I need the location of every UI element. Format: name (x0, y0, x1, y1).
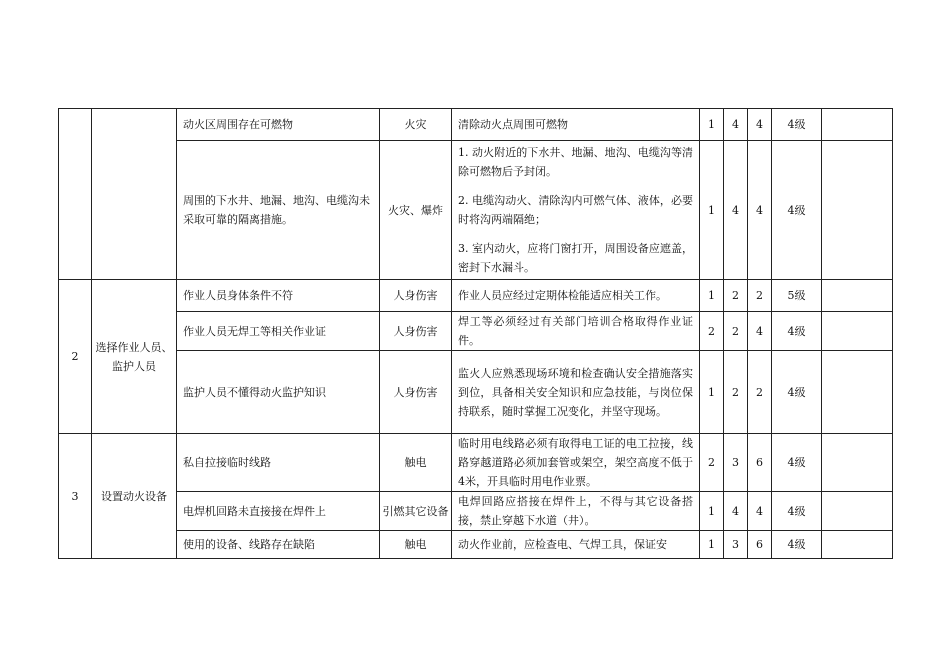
measures-cell (452, 531, 700, 559)
likelihood-cell: 1 (700, 531, 724, 559)
risk-value-cell: 4 (748, 312, 772, 351)
hazard-cell: 电焊机回路未直接接在焊件上 (177, 492, 380, 531)
risk-value-cell: 2 (748, 351, 772, 434)
severity-cell: 4 (724, 492, 748, 531)
consequence-cell: 引燃其它设备 (380, 492, 452, 531)
risk-level-cell: 4级 (772, 109, 822, 141)
consequence-cell: 触电 (380, 434, 452, 492)
risk-assessment-table (58, 108, 893, 559)
note-cell (822, 434, 893, 492)
measure-text: 1. 动火附近的下水井、地漏、地沟、电缆沟等清除可燃物后予封闭。 (458, 146, 693, 178)
table-row (59, 531, 893, 559)
hazard-cell: 使用的设备、线路存在缺陷 (177, 531, 380, 559)
severity-cell: 4 (724, 109, 748, 141)
severity-cell: 4 (724, 141, 748, 280)
table-row (59, 141, 893, 280)
likelihood-cell: 1 (700, 109, 724, 141)
group-number-cell (59, 109, 92, 280)
severity-cell: 2 (724, 351, 748, 434)
note-cell (822, 492, 893, 531)
likelihood-cell: 1 (700, 492, 724, 531)
group-name-cell: 选择作业人员、监护人员 (92, 280, 177, 434)
severity-cell: 3 (724, 434, 748, 492)
measures-cell (452, 351, 700, 434)
likelihood-cell: 2 (700, 434, 724, 492)
table-row (59, 312, 893, 351)
risk-level-cell: 4级 (772, 531, 822, 559)
measure-text: 动火作业前，应检查电、气焊工具，保证安 (458, 538, 667, 551)
table-row (59, 109, 893, 141)
risk-level-cell: 4级 (772, 351, 822, 434)
consequence-cell: 触电 (380, 531, 452, 559)
likelihood-cell: 1 (700, 141, 724, 280)
table-row (59, 492, 893, 531)
group-number-cell: 2 (59, 280, 92, 434)
note-cell (822, 280, 893, 312)
group-name-cell: 设置动火设备 (92, 434, 177, 559)
measures-cell (452, 492, 700, 531)
table-row (59, 351, 893, 434)
measures-cell (452, 109, 700, 141)
severity-cell: 3 (724, 531, 748, 559)
measure-text: 临时用电线路必须有取得电工证的电工拉接，线路穿越道路必须加套管或架空，架空高度不低于4米，开具临时用电作业票。 (458, 437, 693, 488)
measure-text: 2. 电缆沟动火、清除沟内可燃气体、液体，必要时将沟两端隔绝； (458, 194, 693, 226)
group-name-cell (92, 109, 177, 280)
table-row (59, 434, 893, 492)
note-cell (822, 351, 893, 434)
measures-cell (452, 312, 700, 351)
risk-value-cell: 4 (748, 141, 772, 280)
risk-value-cell: 4 (748, 492, 772, 531)
severity-cell: 2 (724, 280, 748, 312)
measure-text: 焊工等必须经过有关部门培训合格取得作业证件。 (458, 315, 693, 347)
table-body (59, 109, 893, 559)
risk-level-cell: 4级 (772, 492, 822, 531)
consequence-cell: 人身伤害 (380, 280, 452, 312)
likelihood-cell: 1 (700, 280, 724, 312)
consequence-cell: 火灾 (380, 109, 452, 141)
hazard-cell: 监护人员不懂得动火监护知识 (177, 351, 380, 434)
risk-value-cell: 2 (748, 280, 772, 312)
risk-level-cell: 4级 (772, 434, 822, 492)
note-cell (822, 531, 893, 559)
note-cell (822, 141, 893, 280)
note-cell (822, 312, 893, 351)
table-row (59, 280, 893, 312)
hazard-cell: 私自拉接临时线路 (177, 434, 380, 492)
measure-text: 作业人员应经过定期体检能适应相关工作。 (458, 289, 667, 302)
likelihood-cell: 2 (700, 312, 724, 351)
likelihood-cell: 1 (700, 351, 724, 434)
measures-cell (452, 434, 700, 492)
hazard-cell: 作业人员身体条件不符 (177, 280, 380, 312)
risk-value-cell: 6 (748, 434, 772, 492)
consequence-cell: 人身伤害 (380, 312, 452, 351)
risk-level-cell: 5级 (772, 280, 822, 312)
measures-cell (452, 280, 700, 312)
consequence-cell: 人身伤害 (380, 351, 452, 434)
hazard-cell: 周围的下水井、地漏、地沟、电缆沟未采取可靠的隔离措施。 (177, 141, 380, 280)
consequence-cell: 火灾、爆炸 (380, 141, 452, 280)
hazard-cell: 作业人员无焊工等相关作业证 (177, 312, 380, 351)
group-number-cell: 3 (59, 434, 92, 559)
measure-text: 监火人应熟悉现场环境和检查确认安全措施落实到位，具备相关安全知识和应急技能，与岗位保持联系，随时掌握工况变化，并坚守现场。 (458, 366, 693, 418)
hazard-cell: 动火区周围存在可燃物 (177, 109, 380, 141)
risk-level-cell: 4级 (772, 312, 822, 351)
severity-cell: 2 (724, 312, 748, 351)
note-cell (822, 109, 893, 141)
measures-cell (452, 141, 700, 280)
risk-value-cell: 4 (748, 109, 772, 141)
risk-value-cell: 6 (748, 531, 772, 559)
measure-text: 电焊回路应搭接在焊件上，不得与其它设备搭接，禁止穿越下水道（井）。 (458, 495, 693, 527)
measure-text: 3. 室内动火，应将门窗打开，周围设备应遮盖，密封下水漏斗。 (458, 242, 693, 274)
measure-text: 清除动火点周围可燃物 (458, 118, 568, 131)
risk-level-cell: 4级 (772, 141, 822, 280)
